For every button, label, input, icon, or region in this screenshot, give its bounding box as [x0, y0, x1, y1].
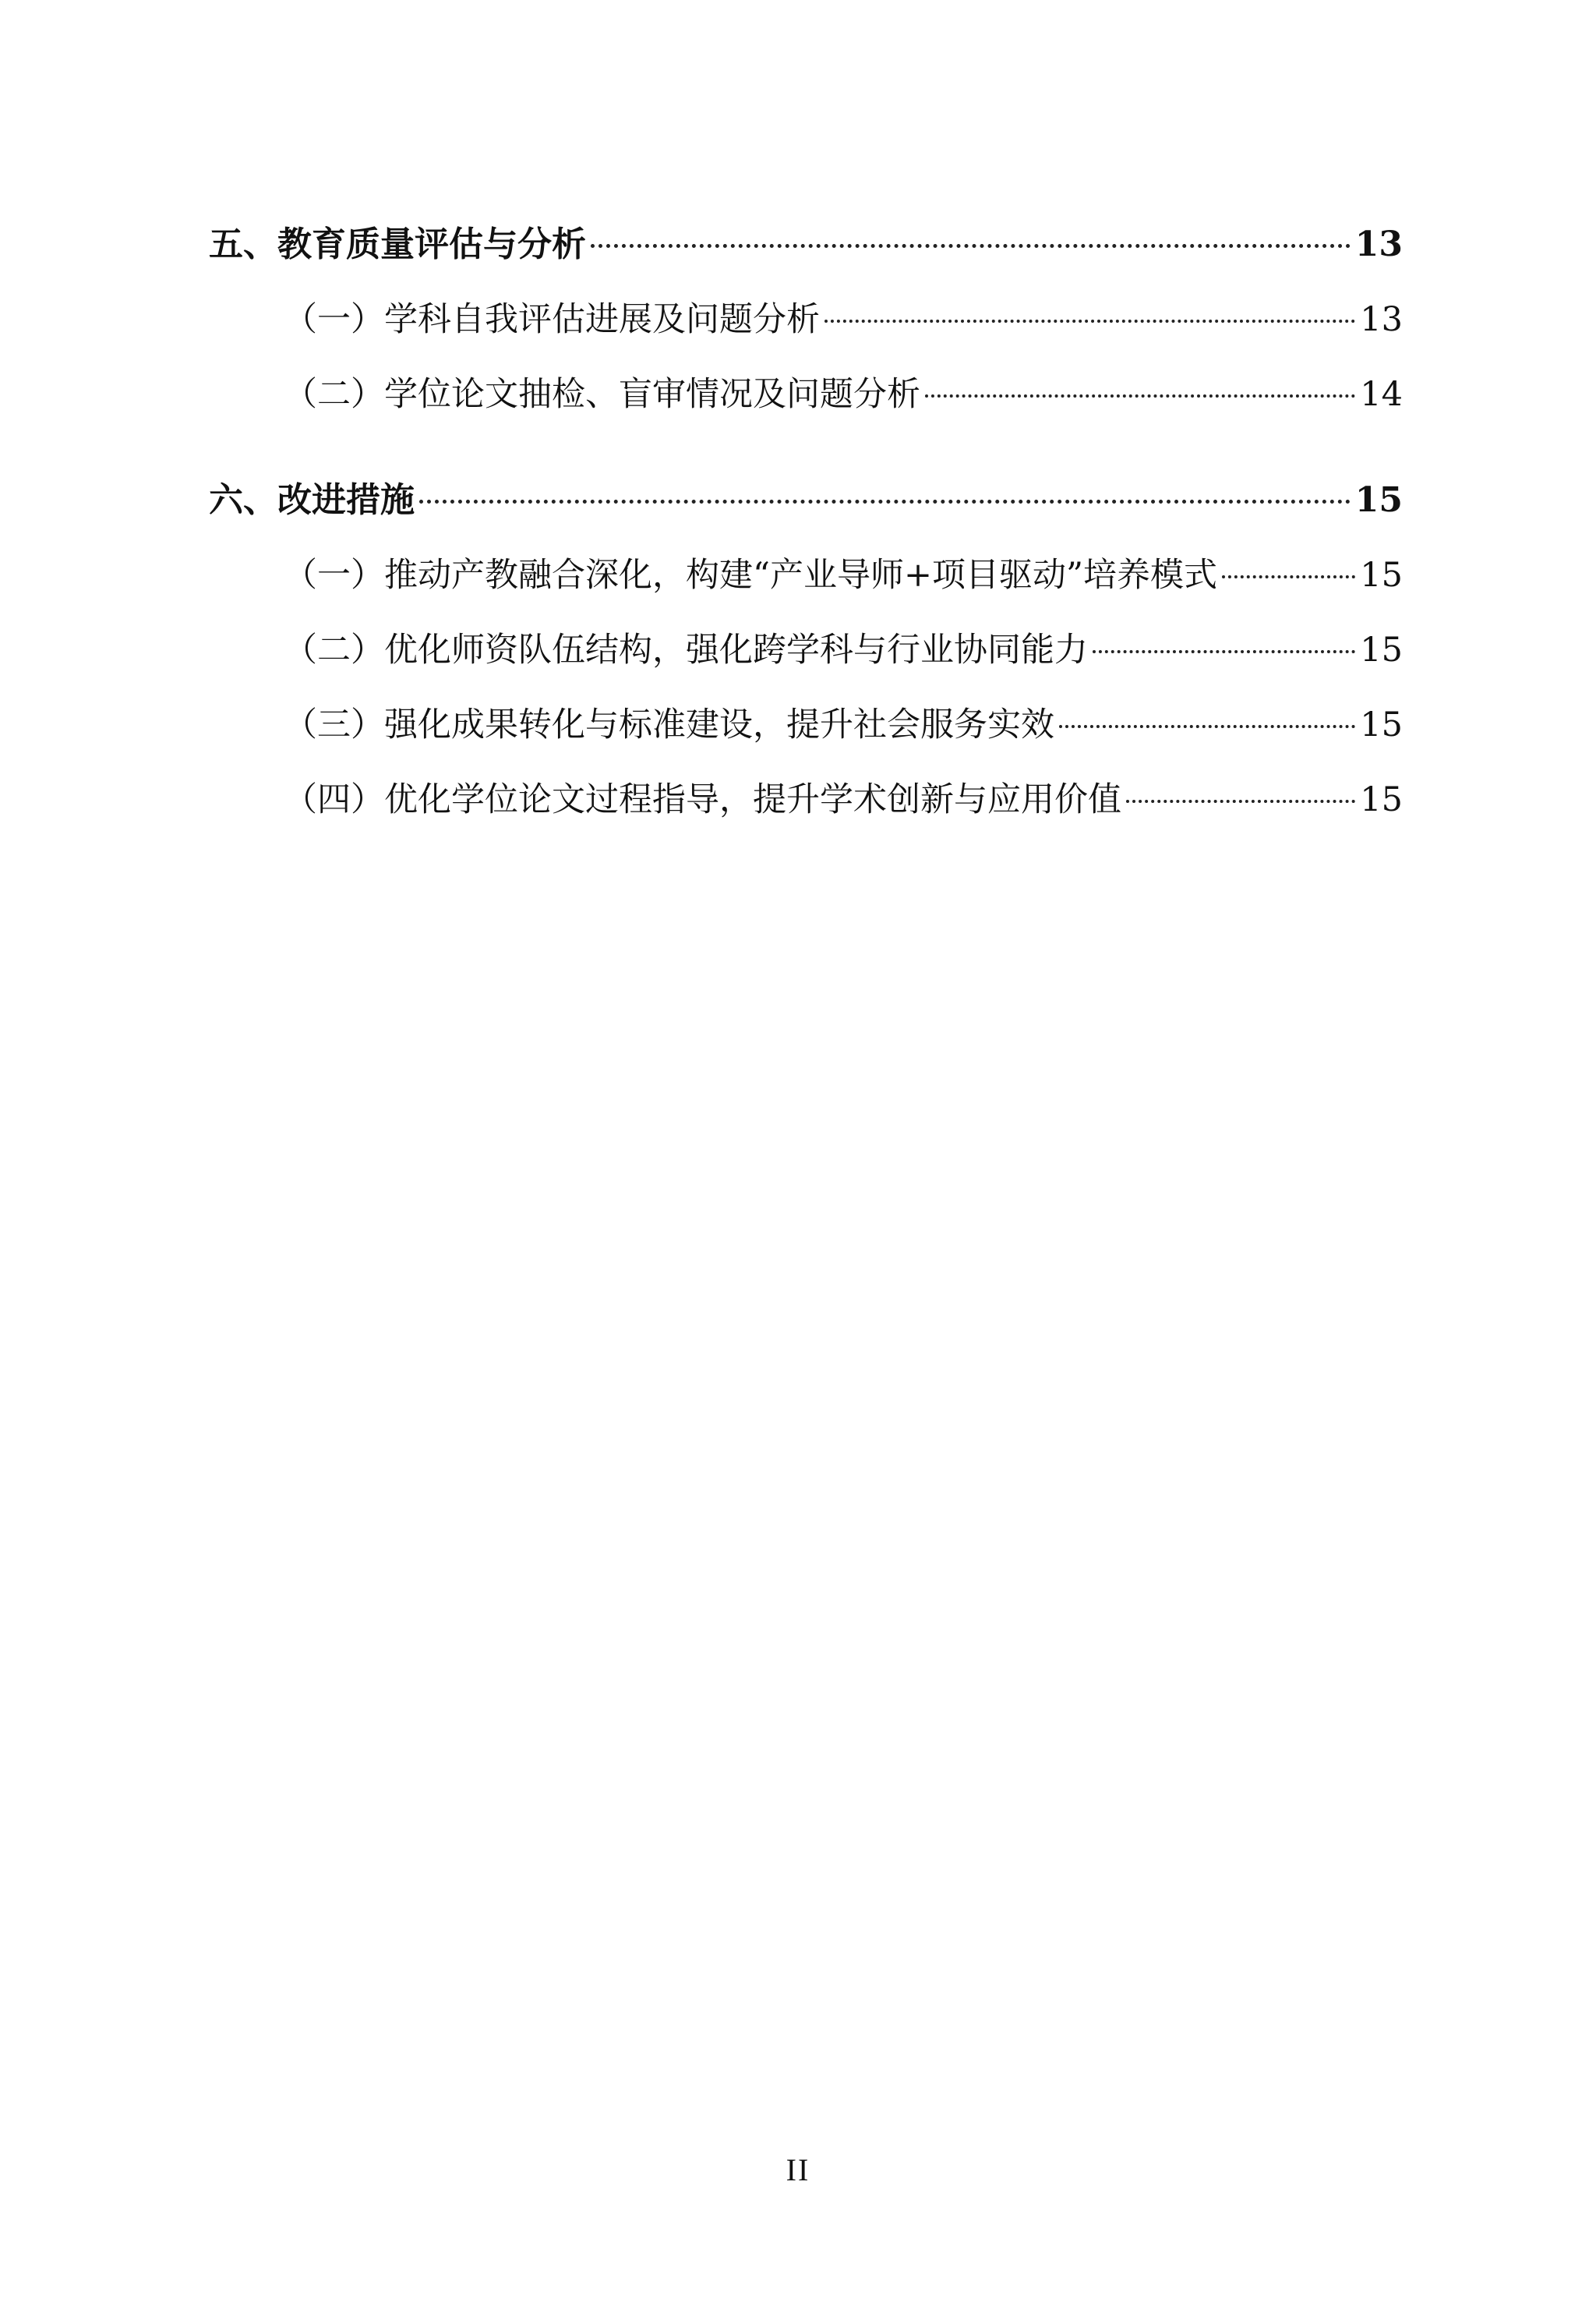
toc-entry-title: 五、教育质量评估与分析: [209, 225, 586, 264]
toc-entry-5-2[interactable]: [209, 357, 1403, 432]
toc-entry-section-six[interactable]: [209, 463, 1403, 538]
toc-entry-page: 15: [1354, 480, 1403, 520]
toc-section-five: [209, 207, 1403, 432]
toc-entry-title: （四）优化学位论文过程指导，提升学术创新与应用价值: [284, 780, 1121, 819]
toc-entry-page: 13: [1360, 300, 1403, 339]
toc-dot-leader: [925, 394, 1355, 398]
toc-entry-page: 15: [1360, 705, 1403, 744]
toc-entry-6-3[interactable]: [209, 688, 1403, 762]
toc-dot-leader: [1222, 575, 1355, 578]
toc-dot-leader: [419, 500, 1351, 504]
toc-entry-title: （一）推动产教融合深化，构建“产业导师+项目驱动”培养模式: [284, 556, 1217, 595]
page-number: II: [786, 2152, 810, 2187]
toc-entry-title: （二）优化师资队伍结构，强化跨学科与行业协同能力: [284, 631, 1088, 670]
toc-entry-section-five[interactable]: [209, 207, 1403, 282]
toc-dot-leader: [1093, 650, 1355, 653]
toc-dot-leader: [824, 320, 1355, 323]
toc-dot-leader: [591, 244, 1351, 248]
toc-entry-page: 13: [1354, 225, 1403, 264]
toc-entry-5-1[interactable]: [209, 282, 1403, 357]
toc-dot-leader: [1059, 725, 1355, 728]
toc-entry-6-2[interactable]: [209, 613, 1403, 688]
toc-dot-leader: [1126, 800, 1355, 803]
toc-entry-6-1[interactable]: [209, 538, 1403, 613]
toc-section-six: [209, 463, 1403, 837]
toc-entry-page: 15: [1360, 631, 1403, 670]
toc-entry-page: 15: [1360, 780, 1403, 819]
toc-entry-title: （一）学科自我评估进展及问题分析: [284, 300, 820, 339]
toc-entry-title: 六、改进措施: [209, 480, 415, 520]
toc-entry-6-4[interactable]: [209, 762, 1403, 837]
toc-entry-title: （二）学位论文抽检、盲审情况及问题分析: [284, 375, 920, 414]
toc-entry-page: 14: [1360, 375, 1403, 414]
table-of-contents: [209, 207, 1403, 868]
toc-entry-title: （三）强化成果转化与标准建设，提升社会服务实效: [284, 705, 1054, 744]
toc-entry-page: 15: [1360, 556, 1403, 595]
